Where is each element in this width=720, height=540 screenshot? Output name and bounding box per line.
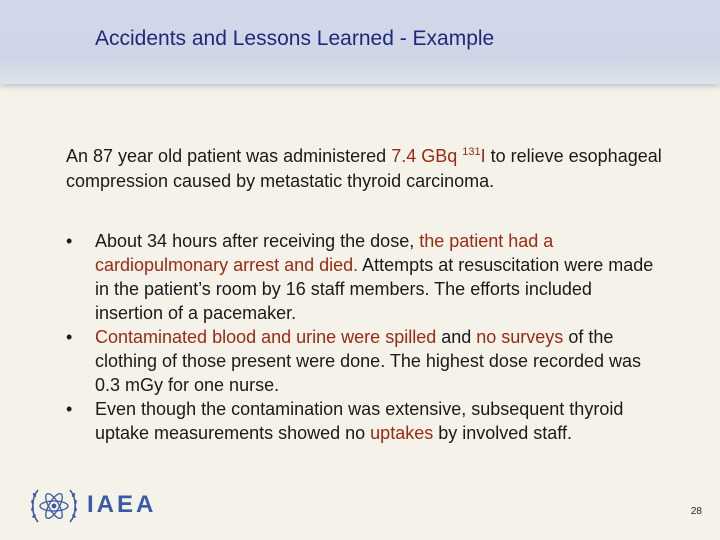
bullet-item (60, 397, 660, 445)
bullet-marker: • (66, 327, 73, 347)
isotope-mass-number: 131 (462, 146, 481, 158)
slide-title: Accidents and Lessons Learned - Example (95, 27, 495, 50)
iaea-logo-icon (28, 482, 80, 530)
intro-dose (391, 146, 485, 166)
intro-dose-value: 7.4 GBq (391, 146, 463, 166)
bullet-2-highlight-2: no surveys (476, 327, 564, 347)
isotope-symbol: I (480, 146, 486, 166)
bullet-1-text-1: About 34 hours after receiving the dose, (95, 231, 420, 251)
bullet-item (60, 325, 660, 397)
bullet-item (60, 229, 660, 325)
intro-paragraph (66, 144, 666, 193)
bullet-2-highlight-1: Contaminated blood and urine were spilled (95, 327, 437, 347)
intro-text-2: to relieve esophageal compression caused by metastatic thyroid carcinoma. (66, 146, 662, 191)
intro-text-1: An 87 year old patient was administered (66, 146, 392, 166)
bullet-3-text-2: by involved staff. (433, 423, 572, 443)
page-number: 28 (690, 506, 702, 517)
bullet-1-highlight: the patient had a cardiopulmonary arrest and died. (95, 231, 554, 275)
bullet-3-text-1: Even though the contamination was extensive, subsequent thyroid uptake measurements showed no (95, 399, 624, 443)
bullet-1-text-2: Attempts at resuscitation were made in the patient’s room by 16 staff members. The efforts included insertion of a pacemaker. (95, 255, 654, 323)
iaea-wordmark: IAEA (87, 491, 157, 518)
bullet-2-text-2: of the clothing of those present were done. The highest dose recorded was 0.3 mGy for one nurse. (95, 327, 642, 395)
bullet-marker: • (66, 399, 73, 419)
bullet-marker: • (66, 231, 73, 251)
bullet-3-highlight: uptakes (370, 423, 434, 443)
bullet-2-text-1: and (436, 327, 477, 347)
bullet-list (60, 229, 660, 445)
